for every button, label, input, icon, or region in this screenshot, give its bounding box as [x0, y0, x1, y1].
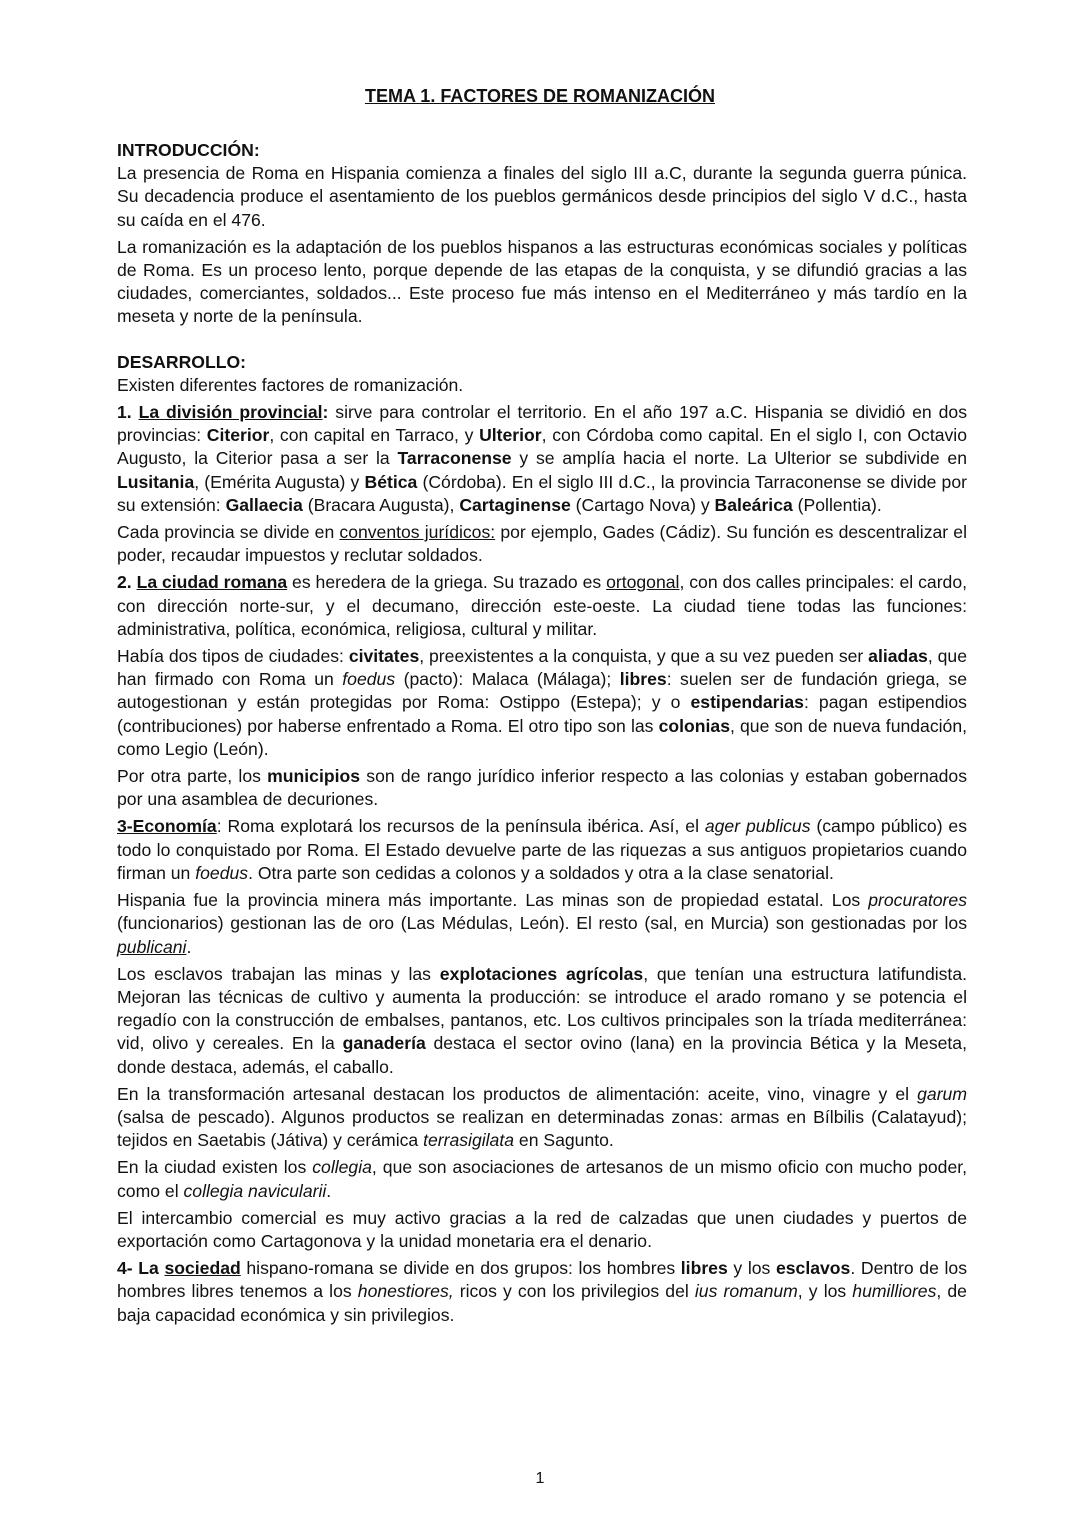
text-run: Los esclavos trabajan las minas y las [117, 963, 440, 984]
emphasized-text: 1. [117, 402, 139, 423]
text-run: : suelen ser de fundación griega, se autogestionan y están protegidas por Roma: Ostippo (Estepa); y o [117, 669, 967, 713]
text-run: Hispania fue la provincia minera más importante. Las minas son de propiedad estatal. Los [117, 890, 869, 911]
text-run: . [326, 1180, 332, 1201]
emphasized-text: Citerior [206, 425, 270, 446]
text-run: (pacto): Malaca (Málaga); [395, 669, 620, 690]
emphasized-text: terrasigilata [423, 1130, 515, 1151]
emphasized-text: garum [917, 1083, 967, 1104]
document-title: TEMA 1. FACTORES DE ROMANIZACIÓN [364, 86, 715, 106]
text-run: (salsa de pescado). Algunos productos se realizan en determinadas zonas: armas en Bílbilis (Calatayud); tejidos en Saetabis (Játiva) y cerámica [117, 1106, 967, 1151]
text-run: (campo público) es todo lo conquistado por Roma. El Estado devuelve parte de las riquezas a sus antiguos propietarios cuando firman un [117, 816, 968, 883]
text-run: ricos y con los privilegios del [453, 1281, 695, 1302]
emphasized-text: Tarraconense [397, 448, 512, 469]
text-run: En la transformación artesanal destacan los productos de alimentación: aceite, vino, vinagre y el [117, 1083, 918, 1104]
emphasized-text: ortogonal [606, 572, 680, 593]
emphasized-text: explotaciones agrícolas [439, 963, 644, 984]
text-run: En la ciudad existen los [117, 1157, 313, 1178]
paragraph [117, 1257, 967, 1327]
emphasized-text: colonias [658, 715, 730, 736]
text-run: , con Córdoba como capital. En el siglo I, con Octavio Augusto, la Citerior pasa a ser la [117, 425, 968, 469]
emphasized-text: 2. [117, 572, 137, 593]
paragraph [117, 889, 967, 959]
emphasized-text: collegia [312, 1157, 372, 1178]
text-run: es heredera de la griega. Su trazado es [287, 572, 607, 593]
text-run: . Otra parte son cedidas a colonos y a soldados y otra a la clase senatorial. [248, 862, 834, 883]
text-run: hispano-romana se divide en dos grupos: los hombres [240, 1258, 681, 1279]
emphasized-text: aliadas [868, 646, 928, 667]
emphasized-text: publicani [117, 936, 187, 957]
text-run: (Córdoba). En el siglo III d.C., la provincia Tarraconense se divide por su extensión: [117, 471, 967, 515]
text-run: , que son de nueva fundación, como Legio (León). [117, 715, 967, 759]
text-run: La romanización es la adaptación de los pueblos hispanos a las estructuras económicas sociales y políticas de Roma. Es un proceso lento, porque depende de las etapas de la conquista, y se difundió gracias a las ciudades, comerciantes, soldados... Este proceso fue más intenso en el Mediterráneo y más tardío en la meseta y norte de la península. [117, 236, 967, 327]
text-run: Había dos tipos de ciudades: [117, 646, 349, 667]
text-run: , preexistentes a la conquista, y que a su vez pueden ser [419, 646, 869, 667]
paragraph [117, 236, 967, 329]
emphasized-text: ius romanum [694, 1281, 798, 1302]
text-run: sirve para controlar el territorio. En el año 197 a.C. Hispania se dividió en dos provincias: [117, 402, 967, 446]
paragraph [117, 963, 967, 1079]
text-run: Cada provincia se divide en [117, 522, 340, 543]
section-heading: DESARROLLO: [117, 351, 247, 372]
paragraph [117, 521, 967, 567]
text-run: . [186, 936, 192, 957]
emphasized-text: ganadería [342, 1033, 426, 1054]
text-run: en Sagunto. [514, 1130, 614, 1151]
text-run: : pagan estipendios (contribuciones) por haberse enfrentado a Roma. El otro tipo son las [117, 692, 967, 736]
emphasized-text: 4- La [117, 1258, 165, 1279]
emphasized-text: municipios [267, 766, 361, 787]
emphasized-text: sociedad [164, 1258, 241, 1279]
paragraph [117, 815, 967, 885]
emphasized-text: foedus [342, 669, 396, 690]
paragraph [117, 162, 967, 232]
text-run: y se amplía hacia el norte. La Ulterior se subdivide en [511, 448, 967, 469]
text-run: . Dentro de los hombres libres tenemos a los [117, 1258, 968, 1302]
emphasized-text: La ciudad romana [136, 572, 288, 593]
page-number: 1 [535, 1470, 545, 1487]
text-run: , con dos calles principales: el cardo, con dirección norte-sur, y el decumano, dirección este-oeste. La ciudad tiene todas las funciones: administrativa, política, económica, religiosa, cultural y militar. [117, 572, 968, 639]
text-run: (Pollentia). [792, 494, 882, 515]
emphasized-text: 3-Economía [117, 816, 217, 837]
emphasized-text: honestiores, [357, 1281, 454, 1302]
text-run: destaca el sector ovino (lana) en la provincia Bética y la Meseta, donde destaca, además, el caballo. [117, 1033, 967, 1077]
text-run: por ejemplo, Gades (Cádiz). Su función es descentralizar el poder, recaudar impuestos y reclutar soldados. [117, 522, 967, 566]
text-run: : Roma explotará los recursos de la península ibérica. Así, el [216, 816, 705, 837]
emphasized-text: libres [619, 669, 667, 690]
text-run: Por otra parte, los [117, 766, 268, 787]
emphasized-text: collegia navicularii [183, 1180, 327, 1201]
paragraph [117, 1156, 967, 1202]
paragraph [117, 645, 967, 761]
emphasized-text: estipendarias [690, 692, 804, 713]
emphasized-text: Gallaecia [225, 494, 303, 515]
text-run: (Cartago Nova) y [570, 494, 715, 515]
emphasized-text: procuratores [868, 890, 967, 911]
emphasized-text: Cartaginense [459, 494, 571, 515]
document-body [117, 139, 967, 1331]
emphasized-text: ager publicus [704, 816, 811, 837]
paragraph [117, 1207, 967, 1253]
emphasized-text: esclavos [775, 1258, 851, 1279]
emphasized-text: Baleárica [714, 494, 793, 515]
paragraph [117, 765, 967, 811]
emphasized-text: libres [680, 1258, 728, 1279]
emphasized-text: Bética [364, 471, 418, 492]
text-run: , con capital en Tarraco, y [269, 425, 480, 446]
section-heading: INTRODUCCIÓN: [117, 140, 260, 160]
paragraph [117, 571, 967, 641]
text-run: La presencia de Roma en Hispania comienza a finales del siglo III a.C, durante la segunda guerra púnica. Su decadencia produce el asentamiento de los pueblos germánicos desde principios del siglo V d.C., hasta su caída en el 476. [117, 163, 967, 230]
text-run: y los [727, 1258, 776, 1279]
emphasized-text: Ulterior [479, 425, 542, 446]
text-run: , y los [797, 1281, 853, 1302]
emphasized-text: La división provincial [138, 402, 323, 423]
emphasized-text: foedus [195, 862, 249, 883]
emphasized-text: Lusitania [117, 471, 195, 492]
paragraph [117, 401, 967, 517]
text-run: , que tenían una estructura latifundista. Mejoran las técnicas de cultivo y aumenta la producción: se introduce el arado romano y se potencia el regadío con la construcción de embalses, pantanos, etc. Los cultivos principales son la tríada mediterránea: vid, olivo y cereales. En la [117, 963, 967, 1054]
text-run: , que han firmado con Roma un [117, 646, 967, 690]
text-run: , (Emérita Augusta) y [194, 471, 365, 492]
text-run: son de rango jurídico inferior respecto a las colonias y estaban gobernados por una asamblea de decuriones. [117, 766, 968, 810]
emphasized-text: civitates [348, 646, 420, 667]
paragraph [117, 1083, 967, 1153]
emphasized-text: conventos jurídicos: [339, 522, 496, 543]
paragraph [117, 374, 967, 397]
emphasized-text: humilliores [852, 1281, 937, 1302]
text-run: , que son asociaciones de artesanos de un mismo oficio con mucho poder, como el [117, 1157, 968, 1201]
text-run: Existen diferentes factores de romanización. [117, 374, 464, 395]
text-run: (Bracara Augusta), [302, 494, 460, 515]
emphasized-text: : [322, 402, 329, 423]
text-run: , de baja capacidad económica y sin privilegios. [117, 1281, 967, 1325]
text-run: El intercambio comercial es muy activo gracias a la red de calzadas que unen ciudades y puertos de exportación como Cartagonova y la unidad monetaria era el denario. [117, 1207, 967, 1251]
text-run: (funcionarios) gestionan las de oro (Las Médulas, León). El resto (sal, en Murcia) son gestionadas por los [117, 913, 967, 934]
